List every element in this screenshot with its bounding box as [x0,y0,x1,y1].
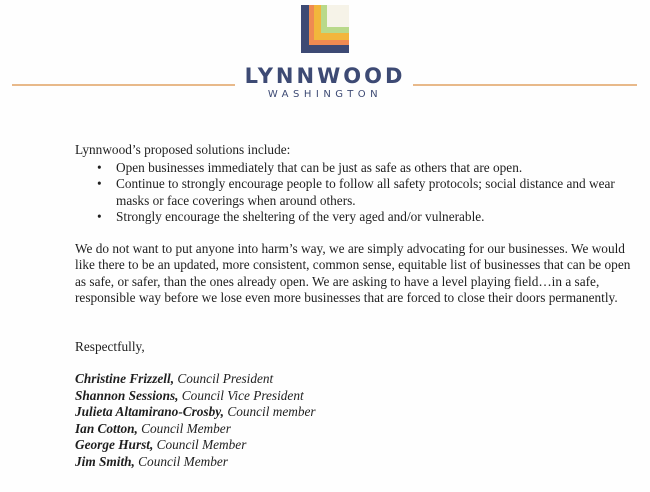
bullet-icon: • [97,209,102,224]
signer-title: Council President [174,371,274,386]
closing-salutation: Respectfully, [75,338,145,354]
signer-title: Council member [224,404,316,419]
list-item-text: Strongly encourage the sheltering of the very aged and/or vulnerable. [116,209,485,224]
signer-title: Council Member [134,453,228,469]
signer-name: Jim Smith, [75,453,135,469]
lynnwood-logo-icon [301,5,351,55]
letter-body [75,142,635,470]
header-divider-left [12,84,235,86]
signer-name: Shannon Sessions, [75,387,179,403]
signer-row [75,404,635,421]
signer-row [75,421,635,438]
solutions-list [75,160,635,226]
signer-row [75,454,635,471]
city-wordmark [238,64,412,101]
list-item [75,160,635,177]
state-name: WASHINGTON [267,89,383,100]
signer-title: Council Member [137,420,231,436]
signature-list [75,371,635,470]
signer-row [75,371,635,388]
intro-sentence: Lynnwood’s proposed solutions include: [75,142,291,157]
signer-title: Council Vice President [178,387,304,403]
bullet-icon: • [97,176,102,191]
header-divider-right [413,84,637,86]
list-item [75,176,635,209]
signer-row [75,388,635,405]
bullet-icon: • [97,159,102,175]
signer-name: Ian Cotton, [75,420,138,436]
signer-title: Council Member [153,437,247,452]
signer-name: George Hurst, [75,437,154,452]
city-name: LYNNWOOD [244,64,406,88]
advocacy-paragraph: We do not want to put anyone into harm’s way, we are simply advocating for our businesses. We would like there to be an updated, more consistent, common sense, equitable list of businesses that can be open as safe, or safer, than the ones already open. We are asking to have a level playing field…in a safe, responsible way before we lose even more businesses that are forced to close their doors permanently. [75,240,631,305]
signer-name: Christine Frizzell, [75,371,175,386]
list-item-text: Open businesses immediately that can be just as safe as others that are open. [116,159,523,175]
signer-row [75,437,635,454]
signer-name: Julieta Altamirano-Crosby, [75,404,224,419]
list-item-text: Continue to strongly encourage people to follow all safety protocols; social distance and wear masks or face coverings when around others. [116,176,615,208]
list-item [75,209,635,226]
